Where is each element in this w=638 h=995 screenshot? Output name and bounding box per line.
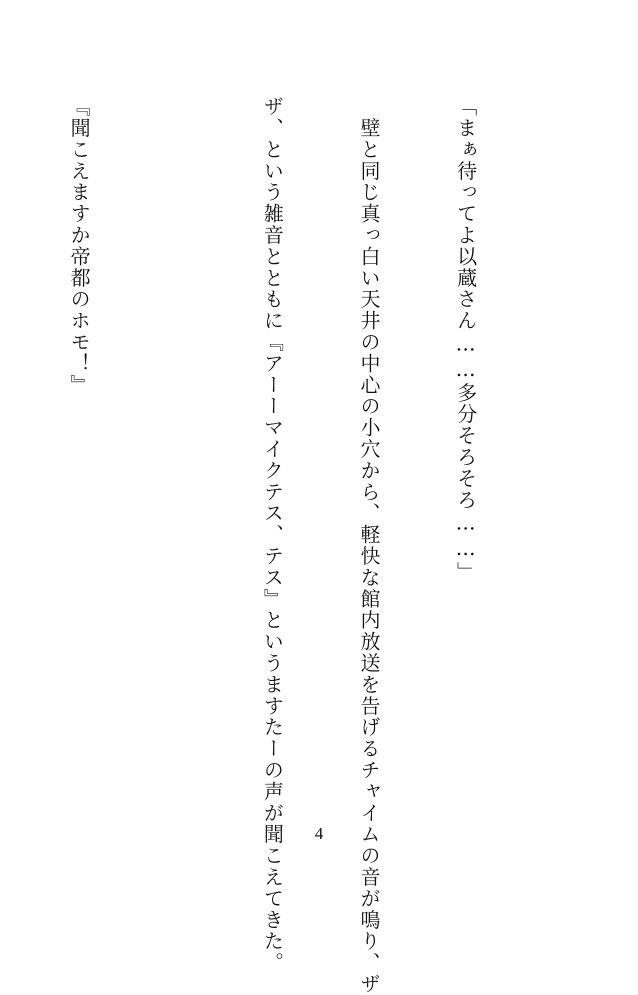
text-line: 『聞こえますか帝都のホモ！』 xyxy=(67,96,92,396)
blank-line xyxy=(160,96,192,856)
text-line: 「まぁ待ってよ以蔵さん……多分そろそろ……」 xyxy=(453,96,478,583)
vertical-text-body xyxy=(0,96,546,995)
text-line: 壁と同じ真っ白い天井の中心の小穴から、軽快な館内放送を告げるチャイムの音が鳴り、ザ xyxy=(356,96,381,995)
text-line: ザ、という雑音とともに『アーーマイクテス、テス』というますたーの声が聞こえてきた。 xyxy=(260,96,285,974)
page-number: 4 xyxy=(314,824,324,843)
